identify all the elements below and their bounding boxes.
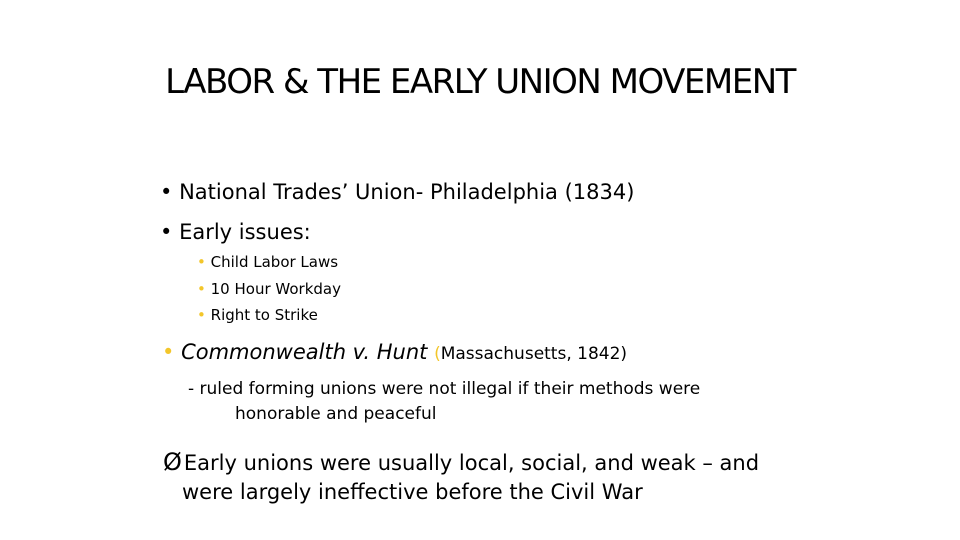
bullet-text: Early issues: xyxy=(179,220,311,244)
case-marker: • xyxy=(162,340,175,364)
slide-title: LABOR & THE EARLY UNION MOVEMENT xyxy=(165,62,795,102)
sub-bullet-marker: • xyxy=(197,253,206,271)
sub-bullet-child-labor xyxy=(197,253,338,271)
bullet-marker: • xyxy=(160,180,173,204)
conclusion-text: Early unions were usually local, social, and weak – and xyxy=(183,451,760,475)
ruling-line-1: - ruled forming unions were not illegal if their methods were xyxy=(188,379,701,399)
sub-bullet-workday xyxy=(197,280,341,298)
bullet-text: National Trades’ Union- Philadelphia (1834) xyxy=(179,180,635,204)
conclusion-line-2: were largely ineffective before the Civil War xyxy=(182,480,643,504)
case-bullet xyxy=(162,340,627,364)
case-paren: ( xyxy=(434,344,441,364)
sub-bullet-marker: • xyxy=(197,306,206,324)
bullet-early-issues xyxy=(160,220,311,244)
case-detail: Massachusetts, 1842) xyxy=(440,344,628,364)
bullet-national-trades-union xyxy=(160,180,634,204)
arrow-bullet-icon: Ø xyxy=(163,448,182,476)
sub-bullet-text: 10 Hour Workday xyxy=(210,280,341,298)
case-name: Commonwealth v. Hunt xyxy=(181,340,428,364)
ruling-line-2: honorable and peaceful xyxy=(235,404,437,424)
bullet-marker: • xyxy=(160,220,173,244)
sub-bullet-text: Child Labor Laws xyxy=(210,253,339,271)
sub-bullet-text: Right to Strike xyxy=(210,306,318,324)
sub-bullet-strike xyxy=(197,306,318,324)
sub-bullet-marker: • xyxy=(197,280,206,298)
conclusion-line-1 xyxy=(163,448,759,476)
